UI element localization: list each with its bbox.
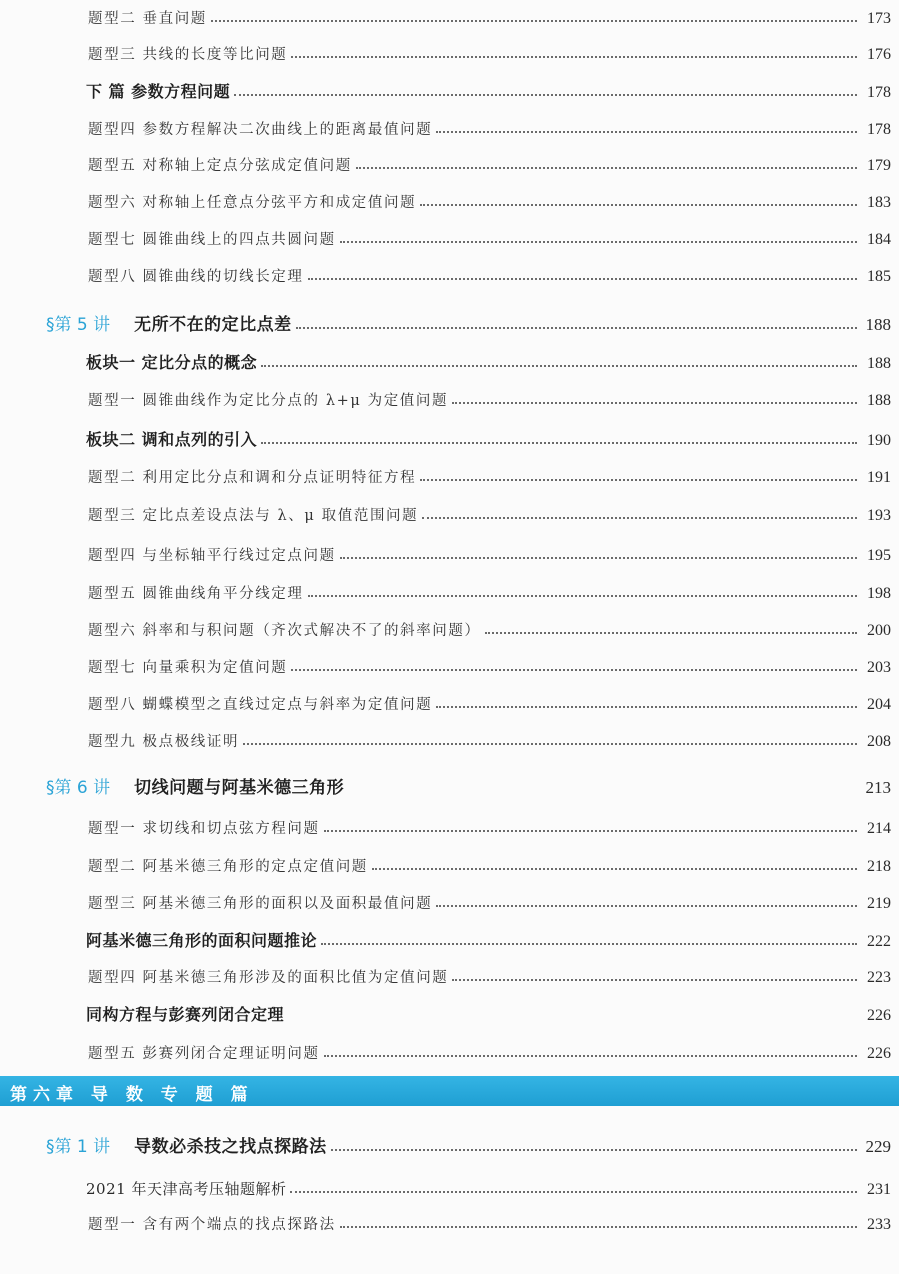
toc-lecture-heading[interactable] [0, 772, 899, 798]
toc-entry[interactable] [0, 266, 899, 286]
chapter-title: 第六章 导 数 专 题 篇 [10, 1085, 254, 1105]
dot-leader [420, 204, 857, 206]
entry-label: 题型四 与坐标轴平行线过定点问题 [88, 548, 336, 564]
dot-leader [348, 790, 857, 792]
entry-label: 题型八 蝴蝶模型之直线过定点与斜率为定值问题 [88, 697, 433, 713]
entry-label: 题型七 圆锥曲线上的四点共圆问题 [88, 232, 336, 248]
entry-page: 191 [867, 469, 891, 486]
entry-page: 214 [867, 820, 891, 837]
dot-leader [291, 56, 857, 58]
entry-label: 题型二 利用定比分点和调和分点证明特征方程 [88, 470, 417, 486]
entry-page: 226 [867, 1045, 891, 1062]
dot-leader [234, 94, 857, 96]
dot-leader [436, 706, 857, 708]
toc-block-heading[interactable] [0, 929, 899, 951]
dot-leader [420, 479, 857, 481]
entry-page: 188 [867, 355, 891, 372]
lecture-title: 无所不在的定比点差 [134, 315, 292, 335]
dot-leader [321, 943, 857, 945]
dot-leader [324, 830, 857, 832]
toc-entry[interactable] [0, 583, 899, 603]
entry-label: 题型三 共线的长度等比问题 [88, 47, 288, 63]
entry-page: 233 [867, 1216, 891, 1233]
entry-label: 板块二 调和点列的引入 [86, 430, 258, 449]
dot-leader [422, 517, 857, 519]
dot-leader [436, 905, 857, 907]
entry-page: 183 [867, 194, 891, 211]
entry-page: 176 [867, 46, 891, 63]
entry-label: 板块一 定比分点的概念 [86, 353, 258, 372]
toc-entry[interactable] [0, 856, 899, 876]
entry-label: 题型一 求切线和切点弦方程问题 [88, 821, 320, 837]
dot-leader [290, 1191, 857, 1193]
entry-label: 阿基米德三角形的面积问题推论 [86, 931, 318, 950]
toc-entry[interactable] [0, 620, 899, 640]
toc-entry[interactable] [0, 192, 899, 212]
entry-label: 题型五 圆锥曲线角平分线定理 [88, 586, 304, 602]
entry-page: 198 [867, 585, 891, 602]
entry-label: 题型八 圆锥曲线的切线长定理 [88, 269, 304, 285]
entry-label: 题型二 阿基米德三角形的定点定值问题 [88, 859, 368, 875]
dot-leader [243, 743, 857, 745]
entry-label: 题型五 彭赛列闭合定理证明问题 [88, 1046, 320, 1062]
lecture-label [46, 310, 292, 335]
toc-entry[interactable] [0, 505, 899, 525]
dot-leader [308, 278, 857, 280]
entry-page: 184 [867, 231, 891, 248]
toc-entry[interactable] [0, 1043, 899, 1063]
entry-label: 题型五 对称轴上定点分弦成定值问题 [88, 158, 352, 174]
toc-block-heading[interactable] [0, 1003, 899, 1025]
dot-leader [436, 131, 857, 133]
entry-label: 题型六 斜率和与积问题（齐次式解决不了的斜率问题） [88, 623, 481, 639]
entry-page: 208 [867, 733, 891, 750]
dot-leader [356, 167, 857, 169]
entry-page: 203 [867, 659, 891, 676]
entry-label: 题型三 阿基米德三角形的面积以及面积最值问题 [88, 896, 433, 912]
entry-label: 题型三 定比点差设点法与 λ、μ 取值范围问题 [88, 508, 419, 524]
toc-block-heading[interactable] [0, 351, 899, 373]
dot-leader [340, 241, 857, 243]
lecture-title: 导数必杀技之找点探路法 [134, 1137, 327, 1157]
dot-leader [340, 1226, 857, 1228]
toc-entry[interactable] [0, 155, 899, 175]
entry-page: 178 [867, 84, 891, 101]
dot-leader [261, 365, 857, 367]
toc-entry[interactable] [0, 390, 899, 410]
entry-label: 题型一 含有两个端点的找点探路法 [88, 1217, 336, 1233]
dot-leader [324, 1055, 857, 1057]
toc-entry[interactable] [0, 657, 899, 677]
toc-entry[interactable] [0, 467, 899, 487]
entry-label: 下 篇 参数方程问题 [86, 82, 231, 101]
entry-page: 188 [865, 315, 891, 334]
toc-entry[interactable] [0, 1178, 899, 1199]
dot-leader [331, 1149, 857, 1151]
entry-label: 题型四 阿基米德三角形涉及的面积比值为定值问题 [88, 970, 449, 986]
dot-leader [211, 20, 857, 22]
toc-entry[interactable] [0, 44, 899, 64]
lecture-number: §第 5 讲 [46, 315, 111, 335]
entry-page: 218 [867, 858, 891, 875]
toc-lecture-heading[interactable] [0, 309, 899, 335]
toc-entry[interactable] [0, 229, 899, 249]
lecture-label [46, 773, 344, 798]
entry-label: 2021 年天津高考压轴题解析 [86, 1180, 287, 1198]
toc-entry[interactable] [0, 694, 899, 714]
entry-page: 204 [867, 696, 891, 713]
entry-label: 题型四 参数方程解决二次曲线上的距离最值问题 [88, 122, 433, 138]
dot-leader [261, 442, 857, 444]
toc-entry[interactable] [0, 8, 899, 28]
entry-page: 190 [867, 432, 891, 449]
entry-label: 题型九 极点极线证明 [88, 734, 240, 750]
entry-page: 222 [867, 933, 891, 950]
entry-page: 226 [867, 1007, 891, 1024]
dot-leader [340, 557, 857, 559]
chapter-banner [0, 1076, 899, 1106]
toc-lecture-heading[interactable] [0, 1131, 899, 1157]
toc-entry[interactable] [0, 731, 899, 751]
entry-page: 188 [867, 392, 891, 409]
entry-label: 题型一 圆锥曲线作为定比分点的 λ+μ 为定值问题 [88, 393, 449, 409]
toc-entry[interactable] [0, 818, 899, 838]
dot-leader [288, 1017, 857, 1019]
entry-label: 题型七 向量乘积为定值问题 [88, 660, 288, 676]
dot-leader [296, 327, 857, 329]
toc-entry[interactable] [0, 1214, 899, 1234]
dot-leader [452, 402, 857, 404]
entry-page: 231 [867, 1181, 891, 1198]
toc-part-heading[interactable] [0, 80, 899, 102]
dot-leader [372, 868, 857, 870]
entry-label: 题型二 垂直问题 [88, 11, 207, 27]
lecture-number: §第 6 讲 [46, 778, 111, 798]
toc-entry[interactable] [0, 893, 899, 913]
entry-label: 同构方程与彭赛列闭合定理 [86, 1005, 285, 1024]
entry-page: 185 [867, 268, 891, 285]
entry-page: 193 [867, 507, 891, 524]
toc-entry[interactable] [0, 967, 899, 987]
entry-label: 题型六 对称轴上任意点分弦平方和成定值问题 [88, 195, 417, 211]
lecture-title: 切线问题与阿基米德三角形 [134, 778, 345, 798]
dot-leader [308, 595, 857, 597]
dot-leader [291, 669, 857, 671]
dot-leader [485, 632, 857, 634]
entry-page: 178 [867, 121, 891, 138]
entry-page: 223 [867, 969, 891, 986]
toc-block-heading[interactable] [0, 428, 899, 450]
toc-entry[interactable] [0, 545, 899, 565]
entry-page: 179 [867, 157, 891, 174]
lecture-number: §第 1 讲 [46, 1137, 111, 1157]
entry-page: 200 [867, 622, 891, 639]
entry-page: 173 [867, 10, 891, 27]
entry-page: 229 [865, 1137, 891, 1156]
lecture-label [46, 1132, 327, 1157]
dot-leader [452, 979, 857, 981]
entry-page: 195 [867, 547, 891, 564]
toc-entry[interactable] [0, 119, 899, 139]
entry-page: 213 [865, 778, 891, 797]
entry-page: 219 [867, 895, 891, 912]
